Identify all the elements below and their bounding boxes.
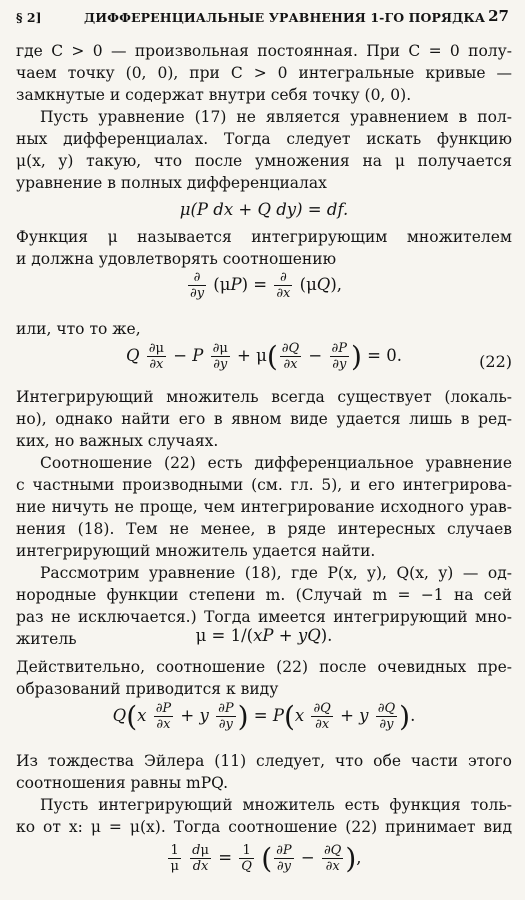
text-line: но), однако найти его в явном виде удается лишь в ред-	[16, 410, 512, 428]
chapter-title: ДИФФЕРЕНЦИАЛЬНЫЕ УРАВНЕНИЯ 1-ГО ПОРЯДКА	[84, 10, 486, 25]
text-line: или, что то же,	[16, 320, 141, 338]
text-line: ние ничуть не проще, чем интегрирование исходного урав-	[16, 498, 512, 516]
page-number: 27	[488, 7, 509, 25]
text-line: Рассмотрим уравнение (18), где P(x, y), Q(x, y) — од-	[40, 564, 512, 582]
text-line: образований приводится к виду	[16, 680, 279, 698]
equation-integrating-condition: $\frac{\partial}{\partial y}$ (μP) = $\frac{\partial}{\partial x}$ (μQ),	[189, 270, 343, 301]
text-line: житель	[16, 630, 77, 648]
text-line: Пусть интегрирующий множитель есть функция толь-	[40, 796, 512, 814]
running-header	[0, 6, 525, 30]
section-mark: § 2]	[16, 10, 42, 25]
equation-homogeneous-factor: μ = 1/(xP + yQ).	[195, 625, 333, 645]
text-line: уравнение в полных дифференциалах	[16, 174, 327, 192]
text-line: интегрирующий множитель удается найти.	[16, 542, 376, 560]
text-line: нородные функции степени m. (Случай m = −1 на сей	[16, 586, 512, 604]
text-line: Функция μ называется интегрирующим множителем	[16, 228, 512, 246]
text-line: μ(x, y) такую, что после умножения на μ получается	[16, 152, 512, 170]
text-line: где C > 0 — произвольная постоянная. При C = 0 полу-	[16, 42, 512, 60]
text-line: с частными производными (см. гл. 5), и его интегрирова-	[16, 476, 512, 494]
text-line: чаем точку (0, 0), при C > 0 интегральные кривые —	[16, 64, 512, 82]
text-line: ко от x: μ = μ(x). Тогда соотношение (22) принимает вид	[16, 818, 512, 836]
text-line: ных дифференциалах. Тогда следует искать функцию	[16, 130, 512, 148]
text-line: Пусть уравнение (17) не является уравнением в пол-	[40, 108, 512, 126]
equation-x-only-factor: $\frac{1}{\mu}$ $\frac{d\mu}{dx}$ = $\frac{1}{Q}$ ( $\frac{\partial P}{\partial y}$ − $\frac{\partial Q}{\partial x}$ ),	[170, 842, 362, 875]
equation-euler-form: Q(x $\frac{\partial P}{\partial x}$ + y $\frac{\partial P}{\partial y}$ ) = P(x $\frac{\partial Q}{\partial x}$ + y $\frac{\partial Q}{\partial y}$ ).	[112, 700, 416, 733]
text-line: ких, но важных случаях.	[16, 432, 219, 450]
equation-22: Q $\frac{\partial\mu}{\partial x}$ − P $\frac{\partial\mu}{\partial y}$ + μ( $\frac{\partial Q}{\partial x}$ − $\frac{\partial P}{\partial y}$ ) = 0. (22)	[126, 340, 512, 373]
equation-number: (22)	[479, 352, 512, 371]
text-line: Действительно, соотношение (22) после очевидных пре-	[16, 658, 512, 676]
text-line: Из тождества Эйлера (11) следует, что обе части этого	[16, 752, 512, 770]
text-line: Интегрирующий множитель всегда существует (локаль-	[16, 388, 512, 406]
text-line: раз не исключается.) Тогда имеется интегрирующий мно-	[16, 608, 512, 626]
equation-total-differential: μ(P dx + Q dy) = df.	[179, 199, 349, 219]
text-line: и должна удовлетворять соотношению	[16, 250, 337, 268]
text-line: Соотношение (22) есть дифференциальное уравнение	[40, 454, 512, 472]
text-line: замкнутые и содержат внутри себя точку (0, 0).	[16, 86, 412, 104]
text-line: нения (18). Тем не менее, в ряде интересных случаев	[16, 520, 512, 538]
text-line: соотношения равны mPQ.	[16, 774, 229, 792]
